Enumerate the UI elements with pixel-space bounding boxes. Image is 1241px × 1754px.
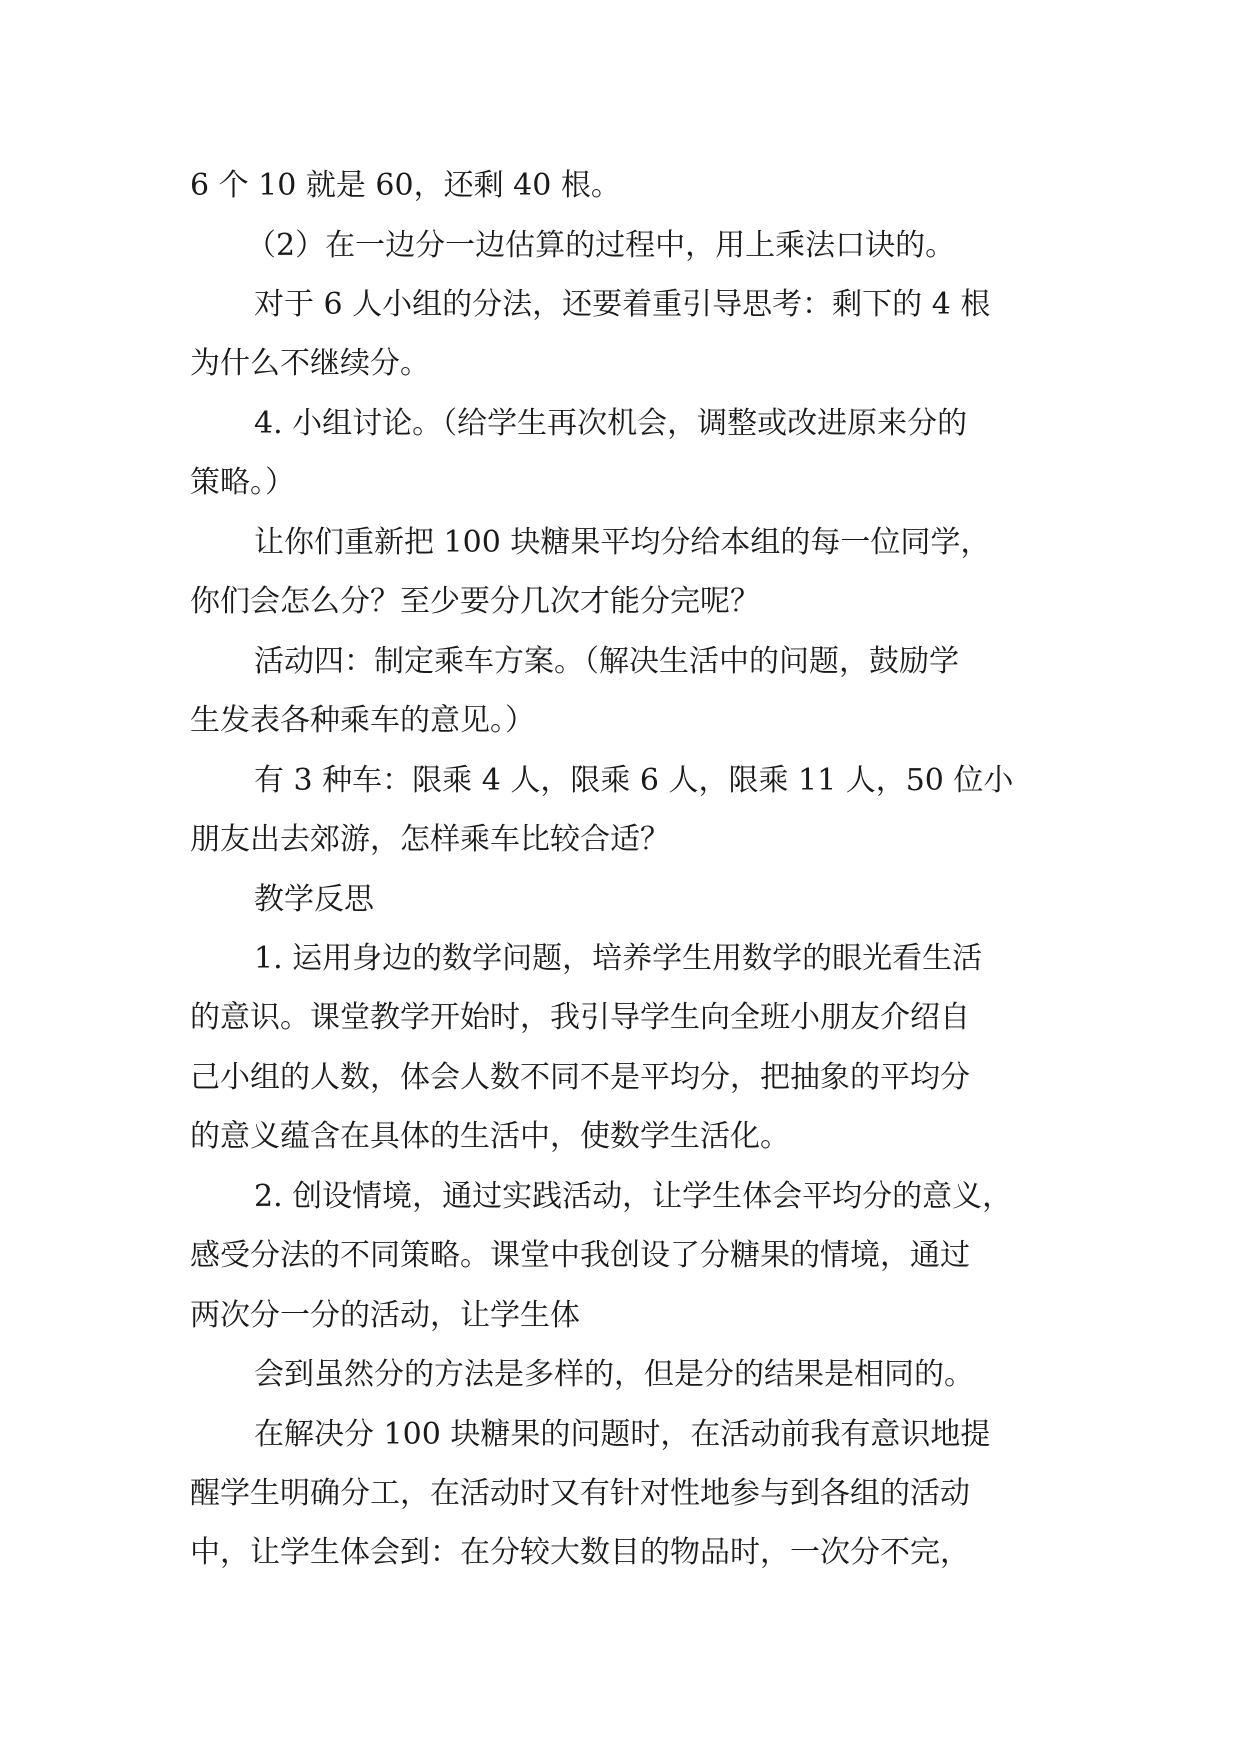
text-line: 中，让学生体会到：在分较大数目的物品时，一次分不完， — [190, 1535, 970, 1570]
text-line: 策略。） — [190, 465, 295, 500]
text-line: 两次分一分的活动，让学生体 — [190, 1298, 580, 1333]
text-line: 会到虽然分的方法是多样的，但是分的结果是相同的。 — [254, 1357, 974, 1392]
text-line: 己小组的人数，体会人数不同不是平均分，把抽象的平均分 — [190, 1060, 970, 1095]
text-line: 你们会怎么分？至少要分几次才能分完呢？ — [190, 584, 760, 619]
text-line: 朋友出去郊游，怎样乘车比较合适？ — [190, 822, 670, 857]
text-line: 6 个 10 就是 60，还剩 40 根。 — [190, 168, 621, 203]
text-line: 让你们重新把 100 块糖果平均分给本组的每一位同学， — [254, 525, 991, 560]
section-heading: 教学反思 — [254, 882, 374, 917]
text-line: 活动四：制定乘车方案。（解决生活中的问题，鼓励学 — [254, 644, 959, 679]
text-line: 有 3 种车：限乘 4 人，限乘 6 人，限乘 11 人，50 位小 — [254, 763, 1014, 798]
text-line: 生发表各种乘车的意见。） — [190, 703, 535, 738]
text-line: 2. 创设情境，通过实践活动，让学生体会平均分的意义， — [254, 1179, 1013, 1214]
text-line: 为什么不继续分。 — [190, 346, 430, 381]
text-line: 的意识。课堂教学开始时，我引导学生向全班小朋友介绍自 — [190, 1000, 970, 1035]
text-line: 对于 6 人小组的分法，还要着重引导思考：剩下的 4 根 — [254, 287, 991, 322]
text-line: 4. 小组讨论。（给学生再次机会，调整或改进原来分的 — [254, 406, 968, 441]
text-line: 1. 运用身边的数学问题，培养学生用数学的眼光看生活 — [254, 941, 983, 976]
text-line: 在解决分 100 块糖果的问题时，在活动前我有意识地提 — [254, 1417, 991, 1452]
text-line: 感受分法的不同策略。课堂中我创设了分糖果的情境，通过 — [190, 1238, 970, 1273]
text-line: 的意义蕴含在具体的生活中，使数学生活化。 — [190, 1119, 790, 1154]
text-line: （2）在一边分一边估算的过程中，用上乘法口诀的。 — [246, 228, 956, 263]
text-line: 醒学生明确分工，在活动时又有针对性地参与到各组的活动 — [190, 1476, 970, 1511]
